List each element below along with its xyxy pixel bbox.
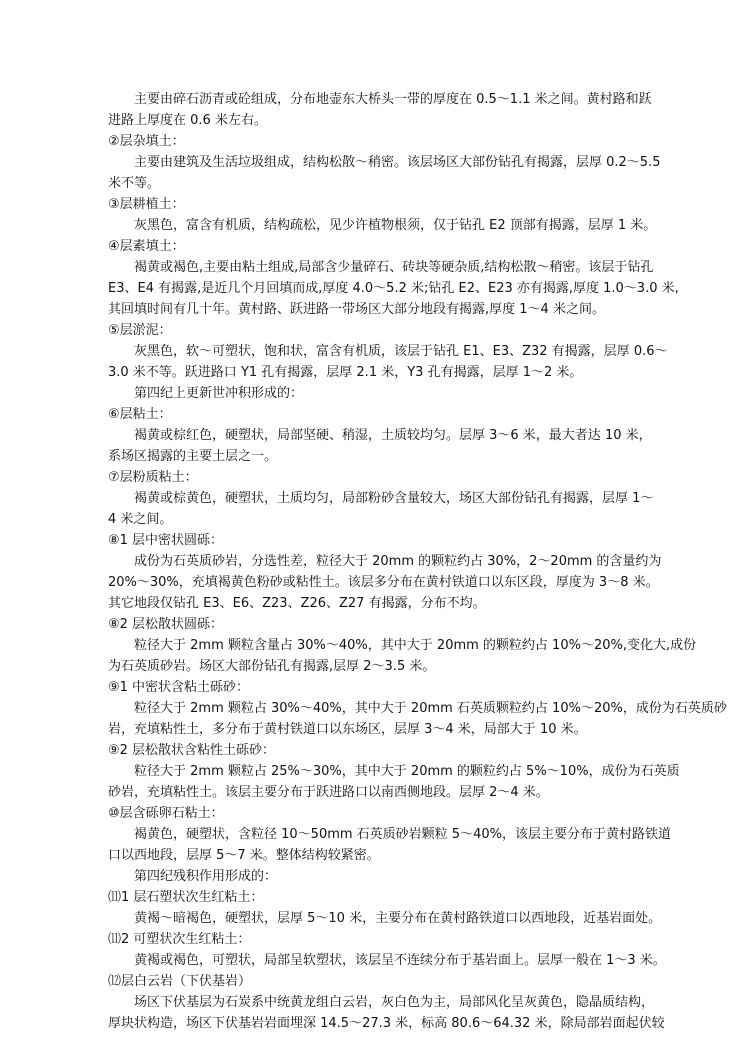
section-heading: ⑨2 层松散状含粘性土砾砂： (108, 743, 276, 758)
text-line: 成份为石英质砂岩，分选性差，粒径大于 20mm 的颗粒约占 30%，2～20mm 的含量约为 (134, 554, 662, 569)
text-line: 岩，充填粘性土，多分布于黄村铁道口以东场区，层厚 3～4 米，局部大于 10 米。 (108, 722, 587, 737)
text-line: 粒径大于 2mm 颗粒含量占 30%～40%，其中大于 20mm 的颗粒约占 10%～20%,变化大,成份 (134, 638, 697, 653)
text-line: 主要由建筑及生活垃圾组成，结构松散～稍密。该层场区大部份钻孔有揭露，层厚 0.2～5.5 (134, 155, 661, 170)
text-line: 第四纪残积作用形成的： (134, 869, 278, 884)
section-heading: ⑥层粘土： (108, 407, 172, 422)
text-line: 厚块状构造，场区下伏基岩岩面埋深 14.5～27.3 米，标高 80.6～64.32 米，除局部岩面起伏较 (108, 1016, 665, 1031)
text-line: 黄褐～暗褐色，硬塑状，层厚 5～10 米，主要分布在黄村路铁道口以西地段，近基岩面处。 (134, 911, 662, 926)
section-heading: ②层杂填土： (108, 134, 185, 149)
section-heading: ⑤层淤泥： (108, 323, 172, 338)
text-line: 褐黄或棕红色，硬塑状，局部坚硬、稍湿，土质较均匀。层厚 3～6 米，最大者达 10 米， (134, 428, 652, 443)
section-heading: ⑧1 层中密状圆砾： (108, 533, 224, 548)
text-line: 场区下伏基层为石炭系中统黄龙组白云岩，灰白色为主，局部风化呈灰黄色，隐晶质结构， (134, 995, 655, 1010)
section-heading: ⑧2 层松散状圆砾： (108, 617, 224, 632)
section-heading: ③层耕植土： (108, 197, 185, 212)
text-line: 口以西地段，层厚 5～7 米。整体结构较紧密。 (108, 848, 380, 863)
text-line: 砂岩，充填粘性土。该层主要分布于跃进路口以南西侧地段。层厚 2～4 米。 (108, 785, 549, 800)
text-line: 黄褐或褐色，可塑状，局部呈软塑状，该层呈不连续分布于基岩面上。层厚一般在 1～3 米。 (134, 953, 666, 968)
section-heading: ⑨1 中密状含粘土砾砂： (108, 680, 250, 695)
text-line: 其它地段仅钻孔 E3、E6、Z23、Z26、Z27 有揭露，分布不均。 (108, 596, 486, 611)
text-line: 20%～30%，充填褐黄色粉砂或粘性土。该层多分布在黄村铁道口以东区段，厚度为 3～8 米。 (108, 575, 659, 590)
text-line: 3.0 米不等。跃进路口 Y1 孔有揭露，层厚 2.1 米，Y3 孔有揭露，层厚 1～2 米。 (108, 365, 583, 380)
text-line: 进路上厚度在 0.6 米左右。 (108, 113, 267, 128)
section-heading: ⑩层含砾卵石粘土： (108, 806, 224, 821)
text-line: 灰黑色，软～可塑状，饱和状，富含有机质，该层于钻孔 E1、E3、Z32 有揭露，层厚 0.6～ (134, 344, 668, 359)
text-line: 其回填时间有几十年。黄村路、跃进路一带场区大部分地段有揭露,厚度 1～4 米之间。 (108, 302, 605, 317)
section-heading: ⑾1 层石塑状次生红粘土： (108, 890, 264, 905)
section-heading: ④层素填土： (108, 239, 185, 254)
text-line: 褐黄或棕黄色，硬塑状，土质均匀，局部粉砂含量较大，场区大部份钻孔有揭露，层厚 1～ (134, 491, 654, 506)
text-line: 褐黄色，硬塑状，含粒径 10～50mm 石英质砂岩颗粒 5～40%，该层主要分布于黄村路铁道 (134, 827, 671, 842)
section-heading: ⑾2 可塑状次生红粘土： (108, 932, 251, 947)
text-line: 系场区揭露的主要土层之一。 (108, 449, 278, 464)
text-line: 为石英质砂岩。场区大部份钻孔有揭露,层厚 2～3.5 米。 (108, 659, 436, 674)
text-line: 褐黄或褐色,主要由粘土组成,局部含少量碎石、砖块等硬杂质,结构松散～稍密。该层于钻孔 (134, 260, 654, 275)
text-line: 粒径大于 2mm 颗粒占 25%～30%，其中大于 20mm 的颗粒约占 5%～10%，成份为石英质 (134, 764, 680, 779)
text-line: 灰黑色，富含有机质，结构疏松，见少许植物根须，仅于钻孔 E2 顶部有揭露，层厚 1 米。 (134, 218, 657, 233)
section-heading: ⑦层粉质粘土： (108, 470, 198, 485)
text-line: 米不等。 (108, 176, 161, 191)
text-line: 粒径大于 2mm 颗粒占 30%～40%，其中大于 20mm 石英质颗粒约占 10%～20%，成份为石英质砂 (134, 701, 727, 716)
text-line: 第四纪上更新世冲积形成的： (134, 386, 304, 401)
text-line: 主要由碎石沥青或砼组成，分布地壶东大桥头一带的厚度在 0.5～1.1 米之间。黄村路和跃 (134, 92, 652, 107)
text-line: E3、E4 有揭露,是近几个月回填而成,厚度 4.0～5.2 米;钻孔 E2、E23 亦有揭露,厚度 1.0～3.0 米, (108, 281, 679, 296)
section-heading: ⑿层白云岩（下伏基岩） (108, 974, 252, 989)
text-line: 4 米之间。 (108, 512, 173, 527)
document-body (108, 89, 727, 1034)
